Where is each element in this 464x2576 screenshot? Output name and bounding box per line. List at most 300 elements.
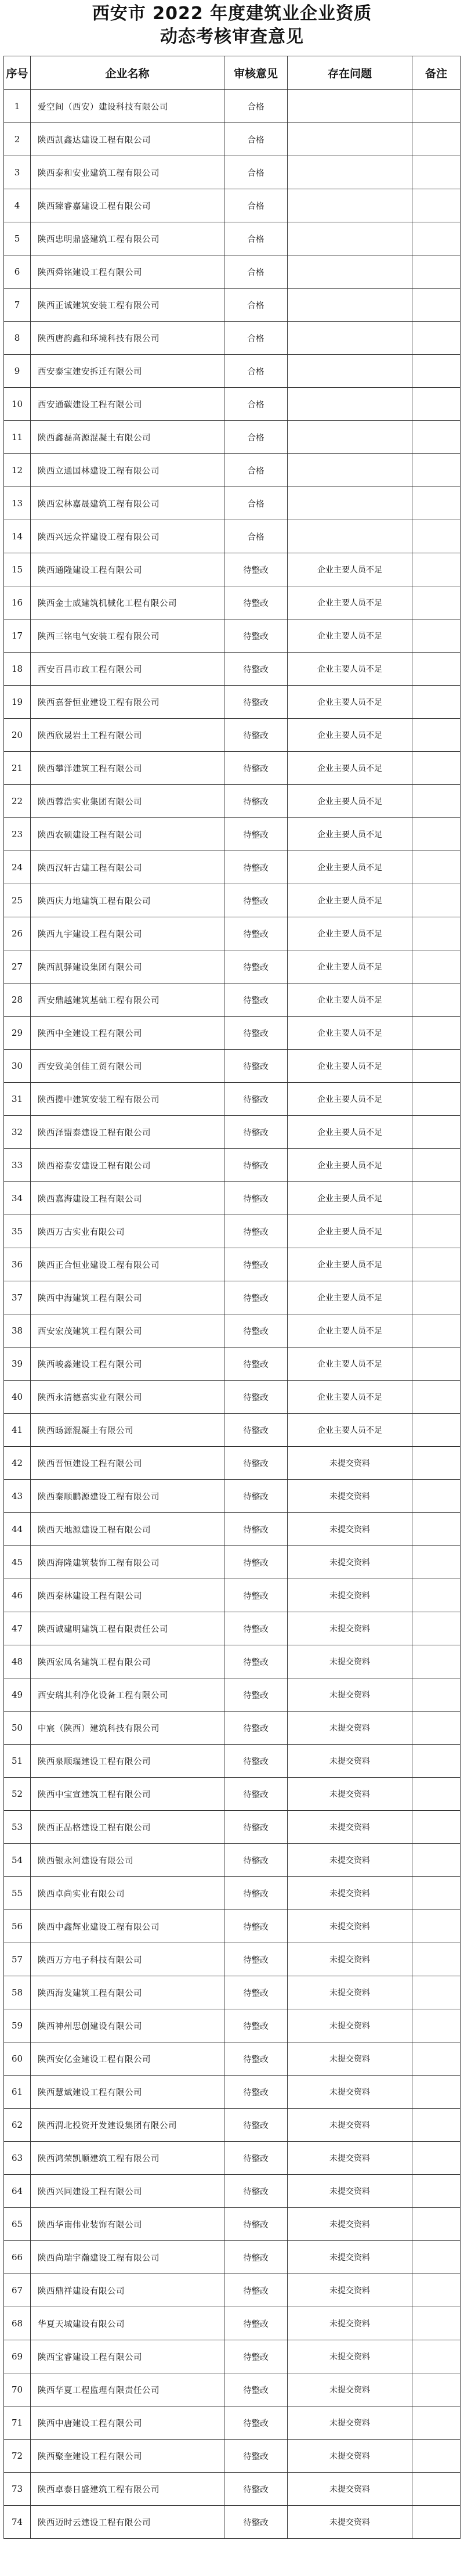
cell-existing-issue xyxy=(288,454,412,487)
cell-existing-issue: 未提交资料 xyxy=(288,1943,412,1976)
cell-existing-issue: 未提交资料 xyxy=(288,2274,412,2307)
table-header-row xyxy=(4,56,461,90)
cell-company-name: 陕西秦林建设工程有限公司 xyxy=(31,1579,224,1612)
cell-remark xyxy=(412,1050,461,1083)
cell-review-opinion: 待整改 xyxy=(224,851,288,884)
cell-remark xyxy=(412,1215,461,1248)
cell-review-opinion: 待整改 xyxy=(224,2506,288,2539)
cell-remark xyxy=(412,553,461,586)
cell-remark xyxy=(412,1778,461,1811)
cell-review-opinion: 待整改 xyxy=(224,1678,288,1712)
cell-seq: 37 xyxy=(4,1281,31,1314)
cell-review-opinion: 待整改 xyxy=(224,2340,288,2373)
table-row xyxy=(4,1579,461,1612)
cell-existing-issue: 未提交资料 xyxy=(288,2109,412,2142)
cell-review-opinion: 待整改 xyxy=(224,2009,288,2042)
cell-seq: 6 xyxy=(4,255,31,289)
cell-company-name: 西安百昌市政工程有限公司 xyxy=(31,653,224,686)
table-row xyxy=(4,1712,461,1745)
cell-existing-issue: 企业主要人员不足 xyxy=(288,917,412,950)
cell-review-opinion: 合格 xyxy=(224,289,288,322)
cell-remark xyxy=(412,2208,461,2241)
cell-existing-issue: 未提交资料 xyxy=(288,1513,412,1546)
table-row xyxy=(4,785,461,818)
cell-remark xyxy=(412,818,461,851)
cell-remark xyxy=(412,917,461,950)
cell-review-opinion: 待整改 xyxy=(224,1050,288,1083)
cell-review-opinion: 合格 xyxy=(224,355,288,388)
cell-review-opinion: 待整改 xyxy=(224,983,288,1017)
cell-remark xyxy=(412,322,461,355)
cell-seq: 27 xyxy=(4,950,31,983)
table-row xyxy=(4,1612,461,1645)
cell-remark xyxy=(412,1678,461,1712)
cell-company-name: 陕西天地源建设工程有限公司 xyxy=(31,1513,224,1546)
cell-remark xyxy=(412,2241,461,2274)
cell-review-opinion: 待整改 xyxy=(224,2307,288,2340)
table-row xyxy=(4,2009,461,2042)
cell-remark xyxy=(412,1248,461,1281)
table-row xyxy=(4,553,461,586)
cell-existing-issue: 企业主要人员不足 xyxy=(288,950,412,983)
cell-seq: 42 xyxy=(4,1447,31,1480)
cell-existing-issue: 企业主要人员不足 xyxy=(288,752,412,785)
cell-seq: 59 xyxy=(4,2009,31,2042)
table-row xyxy=(4,2440,461,2473)
cell-seq: 53 xyxy=(4,1811,31,1844)
cell-existing-issue: 未提交资料 xyxy=(288,1678,412,1712)
cell-remark xyxy=(412,2506,461,2539)
cell-seq: 55 xyxy=(4,1877,31,1910)
cell-seq: 31 xyxy=(4,1083,31,1116)
cell-company-name: 陕西庆力地建筑工程有限公司 xyxy=(31,884,224,917)
cell-existing-issue: 企业主要人员不足 xyxy=(288,1050,412,1083)
cell-remark xyxy=(412,1844,461,1877)
cell-remark xyxy=(412,1116,461,1149)
cell-company-name: 陕西汉轩古建工程有限公司 xyxy=(31,851,224,884)
cell-company-name: 陕西九宇建设工程有限公司 xyxy=(31,917,224,950)
cell-company-name: 陕西兴远众祥建设工程有限公司 xyxy=(31,520,224,553)
table-row xyxy=(4,1513,461,1546)
cell-review-opinion: 待整改 xyxy=(224,2406,288,2440)
cell-seq: 41 xyxy=(4,1414,31,1447)
cell-existing-issue: 未提交资料 xyxy=(288,2373,412,2406)
cell-review-opinion: 待整改 xyxy=(224,1910,288,1943)
cell-seq: 44 xyxy=(4,1513,31,1546)
table-row xyxy=(4,1314,461,1348)
cell-company-name: 陕西鑫磊高源混凝土有限公司 xyxy=(31,421,224,454)
cell-remark xyxy=(412,1579,461,1612)
cell-seq: 47 xyxy=(4,1612,31,1645)
table-row xyxy=(4,917,461,950)
cell-company-name: 陕西裕泰安建设工程有限公司 xyxy=(31,1149,224,1182)
cell-review-opinion: 待整改 xyxy=(224,553,288,586)
cell-review-opinion: 待整改 xyxy=(224,1745,288,1778)
table-row xyxy=(4,1414,461,1447)
cell-seq: 26 xyxy=(4,917,31,950)
table-row xyxy=(4,1645,461,1678)
cell-review-opinion: 合格 xyxy=(224,520,288,553)
title-line-2: 动态考核审查意见 xyxy=(160,27,304,47)
cell-remark xyxy=(412,2042,461,2076)
cell-review-opinion: 待整改 xyxy=(224,2042,288,2076)
table-row xyxy=(4,2042,461,2076)
cell-seq: 73 xyxy=(4,2473,31,2506)
table-row xyxy=(4,1976,461,2009)
cell-company-name: 陕西聚奎建设工程有限公司 xyxy=(31,2440,224,2473)
cell-remark xyxy=(412,884,461,917)
cell-remark xyxy=(412,2274,461,2307)
header-company: 企业名称 xyxy=(31,56,224,90)
cell-remark xyxy=(412,2009,461,2042)
cell-existing-issue: 未提交资料 xyxy=(288,1778,412,1811)
cell-seq: 23 xyxy=(4,818,31,851)
cell-remark xyxy=(412,2076,461,2109)
cell-remark xyxy=(412,520,461,553)
cell-company-name: 陕西欣晟岩土工程有限公司 xyxy=(31,719,224,752)
cell-existing-issue: 未提交资料 xyxy=(288,1612,412,1645)
cell-existing-issue: 未提交资料 xyxy=(288,2473,412,2506)
cell-seq: 68 xyxy=(4,2307,31,2340)
cell-company-name: 西安通碳建设工程有限公司 xyxy=(31,388,224,421)
cell-company-name: 陕西宏凤名建筑工程有限公司 xyxy=(31,1645,224,1678)
cell-seq: 12 xyxy=(4,454,31,487)
cell-review-opinion: 待整改 xyxy=(224,1612,288,1645)
cell-existing-issue xyxy=(288,487,412,520)
table-row xyxy=(4,2340,461,2373)
cell-seq: 35 xyxy=(4,1215,31,1248)
table-row xyxy=(4,1480,461,1513)
cell-existing-issue: 企业主要人员不足 xyxy=(288,1248,412,1281)
cell-seq: 61 xyxy=(4,2076,31,2109)
cell-remark xyxy=(412,1414,461,1447)
cell-remark xyxy=(412,1877,461,1910)
cell-seq: 63 xyxy=(4,2142,31,2175)
cell-existing-issue: 未提交资料 xyxy=(288,1480,412,1513)
cell-seq: 51 xyxy=(4,1745,31,1778)
cell-existing-issue: 企业主要人员不足 xyxy=(288,1149,412,1182)
cell-remark xyxy=(412,2307,461,2340)
cell-remark xyxy=(412,1348,461,1381)
table-row xyxy=(4,1149,461,1182)
cell-review-opinion: 待整改 xyxy=(224,1215,288,1248)
cell-review-opinion: 待整改 xyxy=(224,2274,288,2307)
cell-seq: 74 xyxy=(4,2506,31,2539)
cell-seq: 15 xyxy=(4,553,31,586)
cell-remark xyxy=(412,1910,461,1943)
cell-review-opinion: 待整改 xyxy=(224,2241,288,2274)
cell-existing-issue: 企业主要人员不足 xyxy=(288,1182,412,1215)
cell-existing-issue: 未提交资料 xyxy=(288,1745,412,1778)
table-row xyxy=(4,2307,461,2340)
cell-review-opinion: 待整改 xyxy=(224,1414,288,1447)
cell-existing-issue xyxy=(288,90,412,123)
table-row xyxy=(4,1910,461,1943)
cell-seq: 67 xyxy=(4,2274,31,2307)
cell-existing-issue: 未提交资料 xyxy=(288,1645,412,1678)
cell-existing-issue xyxy=(288,388,412,421)
cell-remark xyxy=(412,719,461,752)
cell-review-opinion: 待整改 xyxy=(224,2109,288,2142)
cell-remark xyxy=(412,1745,461,1778)
table-row xyxy=(4,487,461,520)
cell-seq: 52 xyxy=(4,1778,31,1811)
cell-seq: 56 xyxy=(4,1910,31,1943)
cell-remark xyxy=(412,1976,461,2009)
table-row xyxy=(4,1017,461,1050)
cell-remark xyxy=(412,983,461,1017)
table-row xyxy=(4,454,461,487)
cell-seq: 34 xyxy=(4,1182,31,1215)
cell-review-opinion: 待整改 xyxy=(224,1083,288,1116)
cell-seq: 33 xyxy=(4,1149,31,1182)
cell-existing-issue: 企业主要人员不足 xyxy=(288,1348,412,1381)
cell-seq: 2 xyxy=(4,123,31,156)
cell-existing-issue: 未提交资料 xyxy=(288,2307,412,2340)
cell-review-opinion: 合格 xyxy=(224,123,288,156)
cell-review-opinion: 待整改 xyxy=(224,2373,288,2406)
cell-company-name: 西安鼎越建筑基础工程有限公司 xyxy=(31,983,224,1017)
cell-review-opinion: 待整改 xyxy=(224,2473,288,2506)
cell-company-name: 陕西永清德嘉实业有限公司 xyxy=(31,1381,224,1414)
cell-remark xyxy=(412,2473,461,2506)
cell-existing-issue: 未提交资料 xyxy=(288,2009,412,2042)
cell-seq: 40 xyxy=(4,1381,31,1414)
cell-seq: 57 xyxy=(4,1943,31,1976)
cell-company-name: 陕西安亿金建设工程有限公司 xyxy=(31,2042,224,2076)
table-row xyxy=(4,1116,461,1149)
cell-company-name: 陕西慧斌建设工程有限公司 xyxy=(31,2076,224,2109)
cell-seq: 39 xyxy=(4,1348,31,1381)
cell-existing-issue: 企业主要人员不足 xyxy=(288,553,412,586)
cell-existing-issue xyxy=(288,222,412,255)
cell-seq: 29 xyxy=(4,1017,31,1050)
cell-existing-issue: 未提交资料 xyxy=(288,2076,412,2109)
cell-company-name: 陕西鼎祥建设有限公司 xyxy=(31,2274,224,2307)
table-row xyxy=(4,2241,461,2274)
cell-company-name: 陕西诚建明建筑工程有限责任公司 xyxy=(31,1612,224,1645)
cell-existing-issue: 企业主要人员不足 xyxy=(288,785,412,818)
cell-review-opinion: 待整改 xyxy=(224,1778,288,1811)
cell-remark xyxy=(412,222,461,255)
cell-seq: 49 xyxy=(4,1678,31,1712)
cell-seq: 60 xyxy=(4,2042,31,2076)
cell-seq: 3 xyxy=(4,156,31,189)
cell-company-name: 陕西农硕建设工程有限公司 xyxy=(31,818,224,851)
cell-existing-issue: 企业主要人员不足 xyxy=(288,1414,412,1447)
table-row xyxy=(4,1281,461,1314)
cell-seq: 45 xyxy=(4,1546,31,1579)
cell-company-name: 陕西宏林嘉晟建筑工程有限公司 xyxy=(31,487,224,520)
cell-remark xyxy=(412,123,461,156)
cell-seq: 16 xyxy=(4,586,31,619)
cell-seq: 5 xyxy=(4,222,31,255)
cell-existing-issue xyxy=(288,156,412,189)
cell-company-name: 陕西揽中建筑安装工程有限公司 xyxy=(31,1083,224,1116)
cell-review-opinion: 合格 xyxy=(224,156,288,189)
cell-existing-issue: 未提交资料 xyxy=(288,2506,412,2539)
cell-review-opinion: 待整改 xyxy=(224,1149,288,1182)
cell-remark xyxy=(412,2175,461,2208)
cell-remark xyxy=(412,619,461,653)
cell-company-name: 爱空间（西安）建设科技有限公司 xyxy=(31,90,224,123)
cell-review-opinion: 待整改 xyxy=(224,2076,288,2109)
cell-review-opinion: 待整改 xyxy=(224,2440,288,2473)
table-row xyxy=(4,2473,461,2506)
table-row xyxy=(4,752,461,785)
cell-seq: 25 xyxy=(4,884,31,917)
cell-seq: 20 xyxy=(4,719,31,752)
cell-company-name: 陕西忠明鼎盛建筑工程有限公司 xyxy=(31,222,224,255)
cell-review-opinion: 待整改 xyxy=(224,686,288,719)
cell-company-name: 陕西正合恒业建设工程有限公司 xyxy=(31,1248,224,1281)
table-row xyxy=(4,1811,461,1844)
cell-existing-issue: 未提交资料 xyxy=(288,2175,412,2208)
table-row xyxy=(4,818,461,851)
table-row xyxy=(4,1778,461,1811)
cell-remark xyxy=(412,2373,461,2406)
header-seq: 序号 xyxy=(4,56,31,90)
cell-review-opinion: 待整改 xyxy=(224,1844,288,1877)
cell-company-name: 陕西华夏工程监理有限责任公司 xyxy=(31,2373,224,2406)
cell-existing-issue: 企业主要人员不足 xyxy=(288,1215,412,1248)
cell-existing-issue: 未提交资料 xyxy=(288,2142,412,2175)
table-row xyxy=(4,2506,461,2539)
table-row xyxy=(4,983,461,1017)
cell-remark xyxy=(412,1281,461,1314)
cell-review-opinion: 待整改 xyxy=(224,1877,288,1910)
cell-seq: 54 xyxy=(4,1844,31,1877)
cell-seq: 24 xyxy=(4,851,31,884)
cell-review-opinion: 合格 xyxy=(224,454,288,487)
cell-company-name: 陕西旸源混凝土有限公司 xyxy=(31,1414,224,1447)
table-row xyxy=(4,884,461,917)
table-row xyxy=(4,189,461,222)
title-line-1: 西安市 2022 年度建筑业企业资质 xyxy=(92,3,372,24)
cell-remark xyxy=(412,1182,461,1215)
table-row xyxy=(4,421,461,454)
cell-review-opinion: 待整改 xyxy=(224,1381,288,1414)
cell-seq: 48 xyxy=(4,1645,31,1678)
table-row xyxy=(4,520,461,553)
cell-company-name: 陕西中唐建设工程有限公司 xyxy=(31,2406,224,2440)
cell-review-opinion: 待整改 xyxy=(224,1579,288,1612)
table-row xyxy=(4,1447,461,1480)
table-row xyxy=(4,686,461,719)
cell-seq: 9 xyxy=(4,355,31,388)
cell-remark xyxy=(412,1546,461,1579)
cell-review-opinion: 待整改 xyxy=(224,1943,288,1976)
table-row xyxy=(4,289,461,322)
cell-company-name: 陕西宝睿建设工程有限公司 xyxy=(31,2340,224,2373)
cell-review-opinion: 待整改 xyxy=(224,1811,288,1844)
cell-company-name: 陕西中鑫辉业建设工程有限公司 xyxy=(31,1910,224,1943)
cell-company-name: 陕西通隆建设工程有限公司 xyxy=(31,553,224,586)
cell-existing-issue xyxy=(288,255,412,289)
cell-review-opinion: 待整改 xyxy=(224,1513,288,1546)
cell-company-name: 陕西卓尚实业有限公司 xyxy=(31,1877,224,1910)
cell-existing-issue xyxy=(288,123,412,156)
cell-review-opinion: 待整改 xyxy=(224,1017,288,1050)
cell-existing-issue: 未提交资料 xyxy=(288,2406,412,2440)
cell-review-opinion: 待整改 xyxy=(224,1248,288,1281)
cell-remark xyxy=(412,2340,461,2373)
cell-remark xyxy=(412,454,461,487)
table-row xyxy=(4,1248,461,1281)
header-remark: 备注 xyxy=(412,56,461,90)
table-row xyxy=(4,2274,461,2307)
cell-review-opinion: 待整改 xyxy=(224,818,288,851)
cell-company-name: 陕西秦顺鹏源建设工程有限公司 xyxy=(31,1480,224,1513)
cell-seq: 10 xyxy=(4,388,31,421)
cell-remark xyxy=(412,1314,461,1348)
cell-existing-issue: 未提交资料 xyxy=(288,1546,412,1579)
table-body xyxy=(4,90,461,2539)
cell-company-name: 陕西凯驿建设集团有限公司 xyxy=(31,950,224,983)
cell-remark xyxy=(412,1612,461,1645)
table-row xyxy=(4,322,461,355)
cell-company-name: 陕西华南伟业装饰有限公司 xyxy=(31,2208,224,2241)
cell-seq: 11 xyxy=(4,421,31,454)
cell-company-name: 陕西兴同建设工程有限公司 xyxy=(31,2175,224,2208)
cell-existing-issue: 未提交资料 xyxy=(288,1712,412,1745)
cell-seq: 1 xyxy=(4,90,31,123)
table-row xyxy=(4,1877,461,1910)
cell-company-name: 陕西蓉浩实业集团有限公司 xyxy=(31,785,224,818)
table-row xyxy=(4,2406,461,2440)
cell-review-opinion: 待整改 xyxy=(224,2142,288,2175)
cell-company-name: 西安宏茂建筑工程有限公司 xyxy=(31,1314,224,1348)
cell-company-name: 陕西万古实业有限公司 xyxy=(31,1215,224,1248)
cell-remark xyxy=(412,1645,461,1678)
cell-existing-issue: 企业主要人员不足 xyxy=(288,851,412,884)
cell-remark xyxy=(412,2440,461,2473)
cell-seq: 13 xyxy=(4,487,31,520)
cell-seq: 32 xyxy=(4,1116,31,1149)
cell-seq: 71 xyxy=(4,2406,31,2440)
cell-company-name: 陕西神州思创建设有限公司 xyxy=(31,2009,224,2042)
cell-company-name: 陕西鸿荣凯顺建筑工程有限公司 xyxy=(31,2142,224,2175)
cell-remark xyxy=(412,1083,461,1116)
cell-seq: 50 xyxy=(4,1712,31,1745)
cell-seq: 58 xyxy=(4,1976,31,2009)
cell-seq: 30 xyxy=(4,1050,31,1083)
cell-remark xyxy=(412,90,461,123)
cell-remark xyxy=(412,487,461,520)
cell-existing-issue: 企业主要人员不足 xyxy=(288,983,412,1017)
cell-company-name: 西安泰宝建安拆迁有限公司 xyxy=(31,355,224,388)
cell-existing-issue: 企业主要人员不足 xyxy=(288,619,412,653)
cell-review-opinion: 待整改 xyxy=(224,950,288,983)
cell-existing-issue: 企业主要人员不足 xyxy=(288,1083,412,1116)
cell-company-name: 陕西中海建筑工程有限公司 xyxy=(31,1281,224,1314)
cell-company-name: 华夏天城建设有限公司 xyxy=(31,2307,224,2340)
cell-remark xyxy=(412,289,461,322)
cell-seq: 7 xyxy=(4,289,31,322)
cell-review-opinion: 待整改 xyxy=(224,1447,288,1480)
cell-review-opinion: 待整改 xyxy=(224,884,288,917)
table-row xyxy=(4,156,461,189)
cell-review-opinion: 合格 xyxy=(224,487,288,520)
cell-review-opinion: 待整改 xyxy=(224,1348,288,1381)
cell-existing-issue: 未提交资料 xyxy=(288,2042,412,2076)
cell-review-opinion: 合格 xyxy=(224,388,288,421)
cell-remark xyxy=(412,752,461,785)
cell-remark xyxy=(412,388,461,421)
cell-seq: 64 xyxy=(4,2175,31,2208)
cell-seq: 8 xyxy=(4,322,31,355)
cell-seq: 28 xyxy=(4,983,31,1017)
